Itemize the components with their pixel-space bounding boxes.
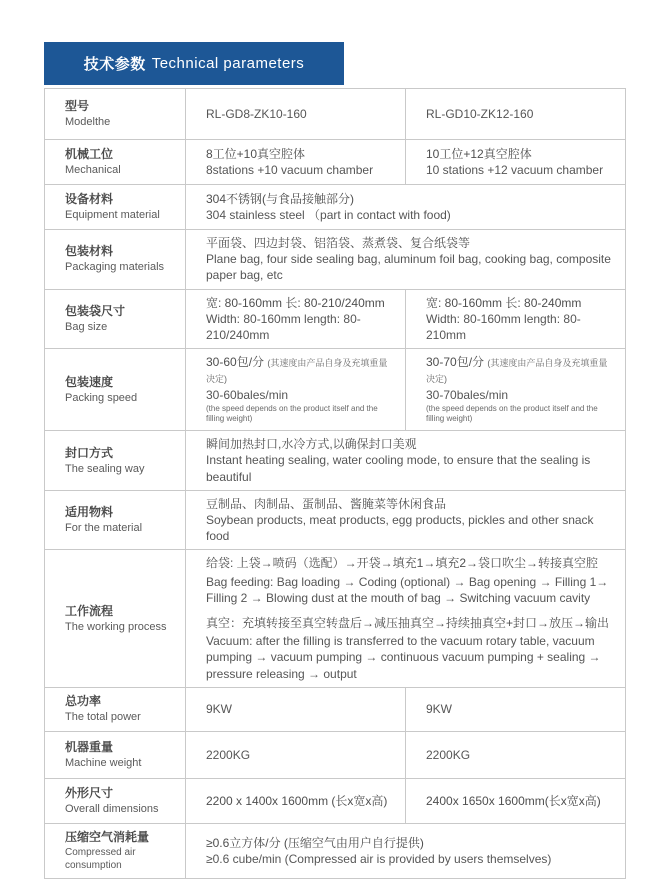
row-label-packing-speed (45, 349, 186, 431)
speed-note-en-1: (the speed depends on the product itself and the filling weight) (206, 403, 378, 424)
cell-mechanical-2 (406, 140, 626, 185)
row-label-en: The sealing way (65, 462, 145, 475)
cell-for-the-material (186, 490, 626, 550)
spec-sheet (44, 42, 625, 879)
row-label-en: The working process (65, 620, 167, 633)
air-zh: ≥0.6立方体/分 (压缩空气由用户自行提供) (206, 835, 424, 850)
process-bag-feeding-zh: 给袋: 上袋→喷码（选配）→开袋→填充1→填充2→袋口吹尘→转接真空腔 (206, 556, 599, 571)
mechanical-en-1: 8stations +10 vacuum chamber (206, 163, 374, 177)
row-label-total-power (45, 687, 186, 731)
mechanical-zh-1: 8工位+10真空腔体 (206, 146, 306, 161)
speed-en-1: 30-60bales/min (206, 387, 289, 402)
row-label-machine-weight (45, 731, 186, 778)
row-label-compressed-air (45, 823, 186, 878)
row-label-mechanical (45, 140, 186, 185)
section-title-bar (44, 42, 344, 85)
power-value-2: 9KW (426, 702, 453, 717)
row-label-zh: 包装材料 (65, 244, 114, 259)
table-row-total-power (45, 687, 626, 731)
process-vacuum-en: Vacuum: after the filling is transferred to the vacuum rotary table, vacuum pumping → vacuum pumping → continuous vacuum pumping + sealing → pressure releasing → output (206, 634, 601, 681)
table-row-mechanical (45, 140, 626, 185)
cell-total-power-2 (406, 687, 626, 731)
sealing-en: Instant heating sealing, water cooling mode, to ensure that the sealing is beautiful (206, 453, 591, 484)
row-label-zh: 外形尺寸 (65, 785, 114, 800)
row-label-zh: 封口方式 (65, 445, 114, 460)
bag-size-zh-2: 宽: 80-160mm 长: 80-240mm (426, 295, 582, 310)
power-value-1: 9KW (206, 702, 233, 717)
section-title-en: Technical parameters (151, 55, 305, 72)
equipment-en: 304 stainless steel （part in contact with food) (206, 208, 451, 222)
row-label-zh: 机器重量 (65, 739, 114, 754)
cell-mechanical-1 (186, 140, 406, 185)
cell-overall-dimensions-1 (186, 778, 406, 823)
row-label-en: Equipment material (65, 209, 160, 222)
row-label-en: Bag size (65, 321, 108, 334)
row-label-model (45, 89, 186, 140)
row-label-zh: 型号 (65, 98, 90, 113)
row-label-en: Overall dimensions (65, 802, 159, 815)
mechanical-zh-2: 10工位+12真空腔体 (426, 146, 532, 161)
technical-parameters-table (44, 88, 626, 879)
table-row-equipment-material (45, 185, 626, 230)
row-label-en: Machine weight (65, 756, 142, 769)
material-en: Soybean products, meat products, egg products, pickles and other snack food (206, 513, 594, 544)
row-label-en: Compressed air consumption (65, 846, 136, 872)
row-label-for-the-material (45, 490, 186, 550)
process-bag-feeding-en: Bag feeding: Bag loading → Coding (optional) → Bag opening → Filling 1→ Filling 2 → Blowing dust at the mouth of bag → Switching vacuum cavity (206, 574, 609, 605)
row-label-zh: 设备材料 (65, 191, 114, 206)
dimensions-value-1: 2200 x 1400x 1600mm (长x宽x高) (206, 793, 388, 808)
row-label-zh: 适用物料 (65, 505, 114, 520)
row-label-working-process (45, 550, 186, 687)
row-label-zh: 压缩空气消耗量 (65, 829, 150, 844)
table-row-for-the-material (45, 490, 626, 550)
model-value-1: RL-GD8-ZK10-160 (206, 106, 307, 121)
row-label-en: Mechanical (65, 164, 121, 177)
row-label-sealing-way (45, 431, 186, 491)
table-row-model (45, 89, 626, 140)
cell-packaging-materials (186, 230, 626, 290)
cell-working-process (186, 550, 626, 687)
row-label-en: Modelthe (65, 116, 111, 129)
cell-bag-size-1 (186, 289, 406, 349)
cell-model-2 (406, 89, 626, 140)
model-value-2: RL-GD10-ZK12-160 (426, 106, 534, 121)
table-row-machine-weight (45, 731, 626, 778)
row-label-en: Packaging materials (65, 261, 165, 274)
cell-overall-dimensions-2 (406, 778, 626, 823)
weight-value-2: 2200KG (426, 747, 471, 762)
table-row-compressed-air (45, 823, 626, 878)
row-label-zh: 工作流程 (65, 603, 114, 618)
speed-note-zh-2: (其速度由产品自身及充填重量决定) (426, 358, 608, 385)
material-zh: 豆制品、肉制品、蛋制品、酱腌菜等休闲食品 (206, 496, 447, 511)
row-label-zh: 包装速度 (65, 374, 114, 389)
row-label-zh: 总功率 (65, 694, 102, 709)
row-label-bag-size (45, 289, 186, 349)
cell-bag-size-2 (406, 289, 626, 349)
row-label-overall-dimensions (45, 778, 186, 823)
cell-model-1 (186, 89, 406, 140)
cell-packing-speed-1 (186, 349, 406, 431)
cell-packing-speed-2 (406, 349, 626, 431)
weight-value-1: 2200KG (206, 747, 251, 762)
cell-compressed-air (186, 823, 626, 878)
speed-note-en-2: (the speed depends on the product itself and the filling weight) (426, 403, 598, 424)
row-label-equipment-material (45, 185, 186, 230)
packaging-zh: 平面袋、四边封袋、铝箔袋、蒸煮袋、复合纸袋等 (206, 236, 471, 250)
table-row-overall-dimensions (45, 778, 626, 823)
table-row-sealing-way (45, 431, 626, 491)
row-label-en: Packing speed (65, 391, 138, 404)
table-row-packaging-materials (45, 230, 626, 290)
speed-zh-1: 30-60包/分 (206, 355, 265, 370)
sealing-zh: 瞬间加热封口,水冷方式,以确保封口美观 (206, 437, 417, 452)
row-label-packaging-materials (45, 230, 186, 290)
table-row-packing-speed (45, 349, 626, 431)
process-vacuum-zh: 真空：充填转接至真空转盘后→减压抽真空→持续抽真空+封口→放压→输出 (206, 615, 610, 630)
table-row-bag-size (45, 289, 626, 349)
bag-size-en-2: Width: 80-160mm length: 80-210mm (426, 311, 581, 342)
row-label-zh: 机械工位 (65, 146, 114, 161)
equipment-zh: 304不锈钢(与食品接触部分) (206, 191, 355, 206)
cell-equipment-material (186, 185, 626, 230)
cell-machine-weight-1 (186, 731, 406, 778)
mechanical-en-2: 10 stations +12 vacuum chamber (426, 163, 604, 177)
speed-zh-2: 30-70包/分 (426, 355, 485, 370)
row-label-en: The total power (65, 711, 141, 724)
bag-size-zh-1: 宽: 80-160mm 长: 80-210/240mm (206, 295, 385, 310)
cell-total-power-1 (186, 687, 406, 731)
row-label-zh: 包装袋尺寸 (65, 303, 126, 318)
row-label-en: For the material (65, 522, 143, 535)
table-row-working-process (45, 550, 626, 687)
speed-note-zh-1: (其速度由产品自身及充填重量决定) (206, 358, 388, 385)
section-title-zh: 技术参数 (83, 56, 146, 73)
air-en: ≥0.6 cube/min (Compressed air is provided by users themselves) (206, 851, 552, 866)
dimensions-value-2: 2400x 1650x 1600mm(长x宽x高) (426, 793, 601, 808)
cell-sealing-way (186, 431, 626, 491)
speed-en-2: 30-70bales/min (426, 387, 509, 402)
packaging-en: Plane bag, four side sealing bag, aluminum foil bag, cooking bag, composite paper bag, etc (206, 252, 611, 283)
bag-size-en-1: Width: 80-160mm length: 80-210/240mm (206, 311, 361, 342)
cell-machine-weight-2 (406, 731, 626, 778)
